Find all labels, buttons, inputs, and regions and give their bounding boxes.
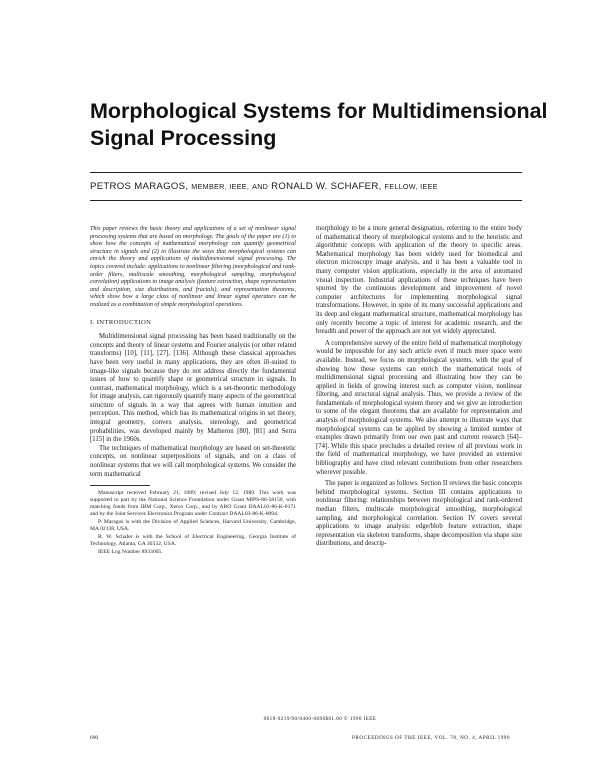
intro-paragraph-1: Multidimensional signal processing has been based traditionally on the concepts and theory of linear systems and Fourier analysis (or other related transforms) [10], [11], [27], [136]. Although these classical approaches have been very useful in many applications, they are often ill-suited to image-like signals because they do not address directly the fundamental issues of how to quantify shape or geometrical structure in signals. In contrast, mathematical morphology, which is a set-theoretic methodology for image analysis, can rigorously quantify many aspects of the geometrical structure of signals in a way that agrees with human intuition and perception. This method, which has its mathematical origins in set theory, integral geometry, convex analysis, stereology, and geometrical probabilities, was developed mainly by Matheron [80], [81] and Serra [115] in the 1960s. bbox=[90, 333, 296, 444]
title-line-1: Morphological Systems for Multidimensional bbox=[90, 99, 548, 123]
right-column bbox=[316, 225, 522, 549]
footnote-rule bbox=[90, 485, 150, 486]
footnote-author-2: R. W. Schafer is with the School of Electrical Engineering, Georgia Institute of Technology, Atlanta, GA 30332, USA. bbox=[90, 534, 296, 548]
intro-paragraph-2: The techniques of mathematical morphology are based on set-theoretic concepts, on nonlinear superpositions of signals, and on a class of nonlinear systems that we will call morphological systems. We consider the term mathematical bbox=[90, 444, 296, 478]
section-heading-introduction: I. INTRODUCTION bbox=[90, 318, 152, 326]
footnote-author-1: P. Maragos is with the Division of Applied Sciences, Harvard University, Cambridge, MA 02138, USA. bbox=[90, 519, 296, 533]
title-line-2: Signal Processing bbox=[90, 126, 277, 150]
copyright-line: 0018-9219/90/0400-0690$01.00 © 1990 IEEE bbox=[263, 716, 377, 722]
author-2-name: RONALD W. SCHAFER, bbox=[271, 181, 382, 192]
right-paragraph-3: The paper is organized as follows. Section II reviews the basic concepts behind morphological systems. Section III contains applications to nonlinear filtering: relationships between morphological and rank-ordered median filters, multiscale morphological smoothing, morphological sampling, and morphological correlation. Section IV covers several applications to image analysis: edge/blob feature extraction, shape representation via skeleton transforms, shape decomposition via shape size distributions, and descrip- bbox=[316, 480, 522, 548]
right-paragraph-2: A comprehensive survey of the entire field of mathematical morphology would be impossible for any such article even if much more space were available. Instead, we focus on morphological systems, with the goal of showing how these systems can enrich the mathematical tools of multidimensional signal processing and illustrating how they can be applied in fields of growing interest such as computer vision, nonlinear filtering, and structural signal analysis. Thus, we provide a review of the fundamentals of morphological system theory and we give an introduction to some of the elegant theorems that are available for representation and analysis of morphological systems. We also attempt to illustrate ways that morphological systems can be applied by showing a limited number of examples drawn primarily from our own past and current research [64]–[74]. While this space precludes a detailed review of all previous work in the field of mathematical morphology, we have provided an extensive bibliography and have cited relevant contributions from other researchers wherever possible. bbox=[316, 339, 522, 476]
title-rule-bottom bbox=[90, 200, 522, 201]
title-rule-top bbox=[90, 172, 522, 173]
running-head: PROCEEDINGS OF THE IEEE, VOL. 78, NO. 4, APRIL 1990 bbox=[352, 735, 510, 741]
page-number: 690 bbox=[90, 735, 99, 741]
author-connector: AND bbox=[252, 182, 269, 191]
left-column bbox=[90, 226, 296, 556]
footnote-log-number: IEEE Log Number 8933605. bbox=[98, 549, 163, 556]
right-paragraph-1: morphology to be a more general designation, referring to the entire body of mathematical theory of morphological systems and to the heuristic and algorithmic concepts with application of the theory to specific areas. Mathematical morphology has been widely used for biomedical and electron microscopy image analysis, and it has been a valuable tool in many computer vision applications, especially in the area of automated visual inspection. Industrial applications of these techniques have been spurred by the continuous development and improvement of novel computer architectures for implementing morphological signal transformations. However, in spite of its many successful applications and its deep and elegant mathematical structure, mathematical morphology has only recently become a topic of interest for academic research, and the breadth and power of the approach are not yet widely appreciated. bbox=[316, 225, 522, 336]
abstract: This paper reviews the basic theory and applications of a set of nonlinear signal processing systems that are based on morphology. The goals of the paper are (1) to show how the concepts of mathematical morphology can quantify geometrical structure in signals and (2) to illustrate the ways that morphological systems can enrich the theory and applications of multidimensional signal processing. The topics covered include: applications to nonlinear filtering (morphological and rank-order filters, multiscale smoothing, morphological sampling, morphological correlation) applications to image analysis (feature extraction, shape representation and description, size distributions, and fractals), and representation theorems, which show how a large class of nonlinear and linear signal operators can be realized as a combination of simple morphological operations. bbox=[90, 226, 296, 308]
author-1-name: PETROS MARAGOS, bbox=[90, 181, 189, 192]
paper-title bbox=[90, 98, 548, 152]
footnotes bbox=[90, 490, 296, 556]
author-2-role: FELLOW, IEEE bbox=[384, 182, 438, 191]
author-1-role: MEMBER, IEEE, bbox=[191, 182, 250, 191]
author-line bbox=[90, 181, 530, 192]
footnote-manuscript: Manuscript received February 21, 1989; revised July 12, 1989. This work was supported in part by the National Science Foundation under Grant MIPS-86-58150, with matching funds from IBM Corp., Xerox Corp., and by ARO Grant DAAL03-86-K-0171 and by the Joint Services Electronics Program under Contract DAAL03-86-K-0094. bbox=[90, 490, 296, 518]
